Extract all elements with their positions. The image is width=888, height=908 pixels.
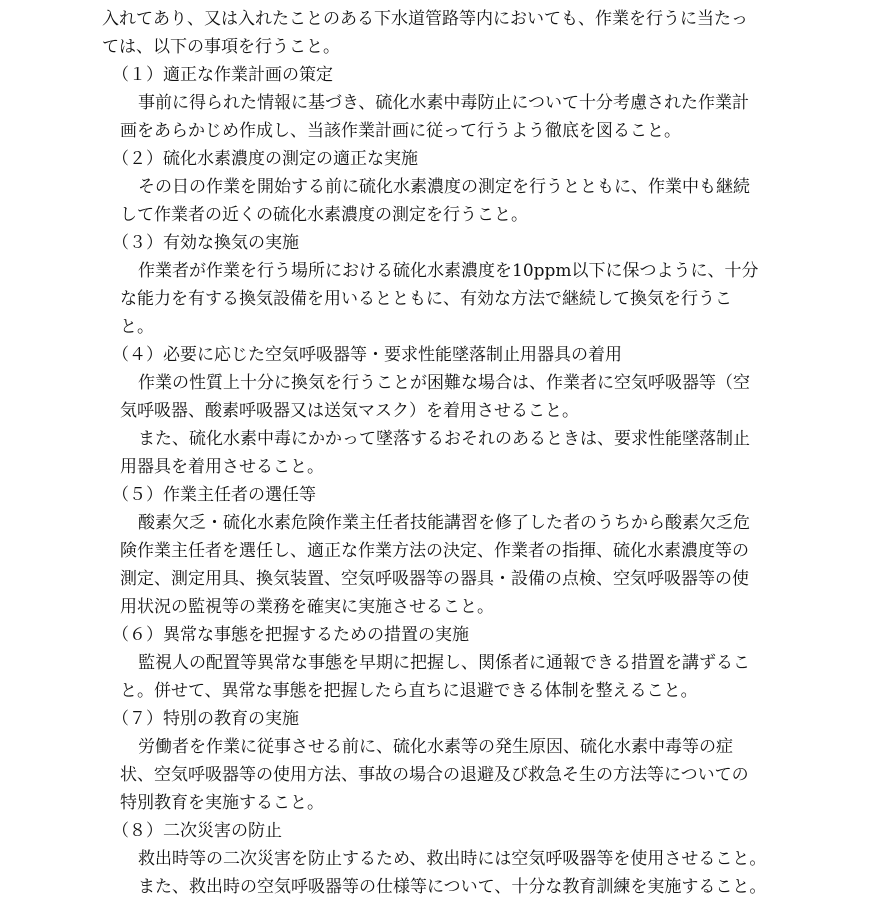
section-1-heading: （１）適正な作業計画の策定 [112, 65, 333, 85]
section-3-line-1: 作業者が作業を行う場所における硫化水素濃度を10ppm以下に保つように、十分 [138, 261, 759, 281]
section-1-line-2: 画をあらかじめ作成し、当該作業計画に従って行うよう徹底を図ること。 [120, 121, 681, 141]
section-1-line-1: 事前に得られた情報に基づき、硫化水素中毒防止について十分考慮された作業計 [138, 93, 749, 113]
section-8-heading: （８）二次災害の防止 [112, 821, 282, 841]
intro-line-2: ては、以下の事項を行うこと。 [102, 37, 340, 57]
section-4-line-3: また、硫化水素中毒にかかって墜落するおそれのあるときは、要求性能墜落制止 [138, 429, 750, 449]
section-6-heading: （６）異常な事態を把握するための措置の実施 [112, 625, 469, 645]
section-6-line-2: と。併せて、異常な事態を把握したら直ちに退避できる体制を整えること。 [120, 681, 698, 701]
section-6-line-1: 監視人の配置等異常な事態を早期に把握し、関係者に通報できる措置を講ずるこ [138, 653, 750, 673]
section-8-line-2: また、救出時の空気呼吸器等の仕様等について、十分な教育訓練を実施すること。 [138, 877, 767, 897]
section-5-line-1: 酸素欠乏・硫化水素危険作業主任者技能講習を修了した者のうちから酸素欠乏危 [138, 513, 750, 533]
section-7-line-2: 状、空気呼吸器等の使用方法、事故の場合の退避及び救急そ生の方法等についての [120, 765, 749, 785]
section-3-line-2: な能力を有する換気設備を用いるとともに、有効な方法で継続して換気を行うこ [120, 289, 732, 309]
section-2-line-1: その日の作業を開始する前に硫化水素濃度の測定を行うとともに、作業中も継続 [138, 177, 750, 197]
section-2-line-2: して作業者の近くの硫化水素濃度の測定を行うこと。 [120, 205, 528, 225]
section-8-line-1: 救出時等の二次災害を防止するため、救出時には空気呼吸器等を使用させること。 [138, 849, 767, 869]
section-4-line-4: 用器具を着用させること。 [120, 457, 324, 477]
section-3-heading: （３）有効な換気の実施 [112, 233, 299, 253]
section-4-line-2: 気呼吸器、酸素呼吸器又は送気マスク）を着用させること。 [120, 401, 579, 421]
section-3-line-3: と。 [120, 317, 154, 337]
section-4-line-1: 作業の性質上十分に換気を行うことが困難な場合は、作業者に空気呼吸器等（空 [138, 373, 750, 393]
section-5-heading: （５）作業主任者の選任等 [112, 485, 316, 505]
section-4-heading: （４）必要に応じた空気呼吸器等・要求性能墜落制止用器具の着用 [112, 345, 622, 365]
section-5-line-3: 測定、測定用具、換気装置、空気呼吸器等の器具・設備の点検、空気呼吸器等の使 [120, 569, 749, 589]
section-5-line-2: 険作業主任者を選任し、適正な作業方法の決定、作業者の指揮、硫化水素濃度等の [120, 541, 749, 561]
section-5-line-4: 用状況の監視等の業務を確実に実施させること。 [120, 597, 494, 617]
section-2-heading: （２）硫化水素濃度の測定の適正な実施 [112, 149, 418, 169]
section-7-line-3: 特別教育を実施すること。 [120, 793, 324, 813]
section-7-heading: （７）特別の教育の実施 [112, 709, 299, 729]
section-7-line-1: 労働者を作業に従事させる前に、硫化水素等の発生原因、硫化水素中毒等の症 [138, 737, 733, 757]
intro-line-1: 入れてあり、又は入れたことのある下水道管路等内においても、作業を行うに当たっ [102, 9, 748, 29]
